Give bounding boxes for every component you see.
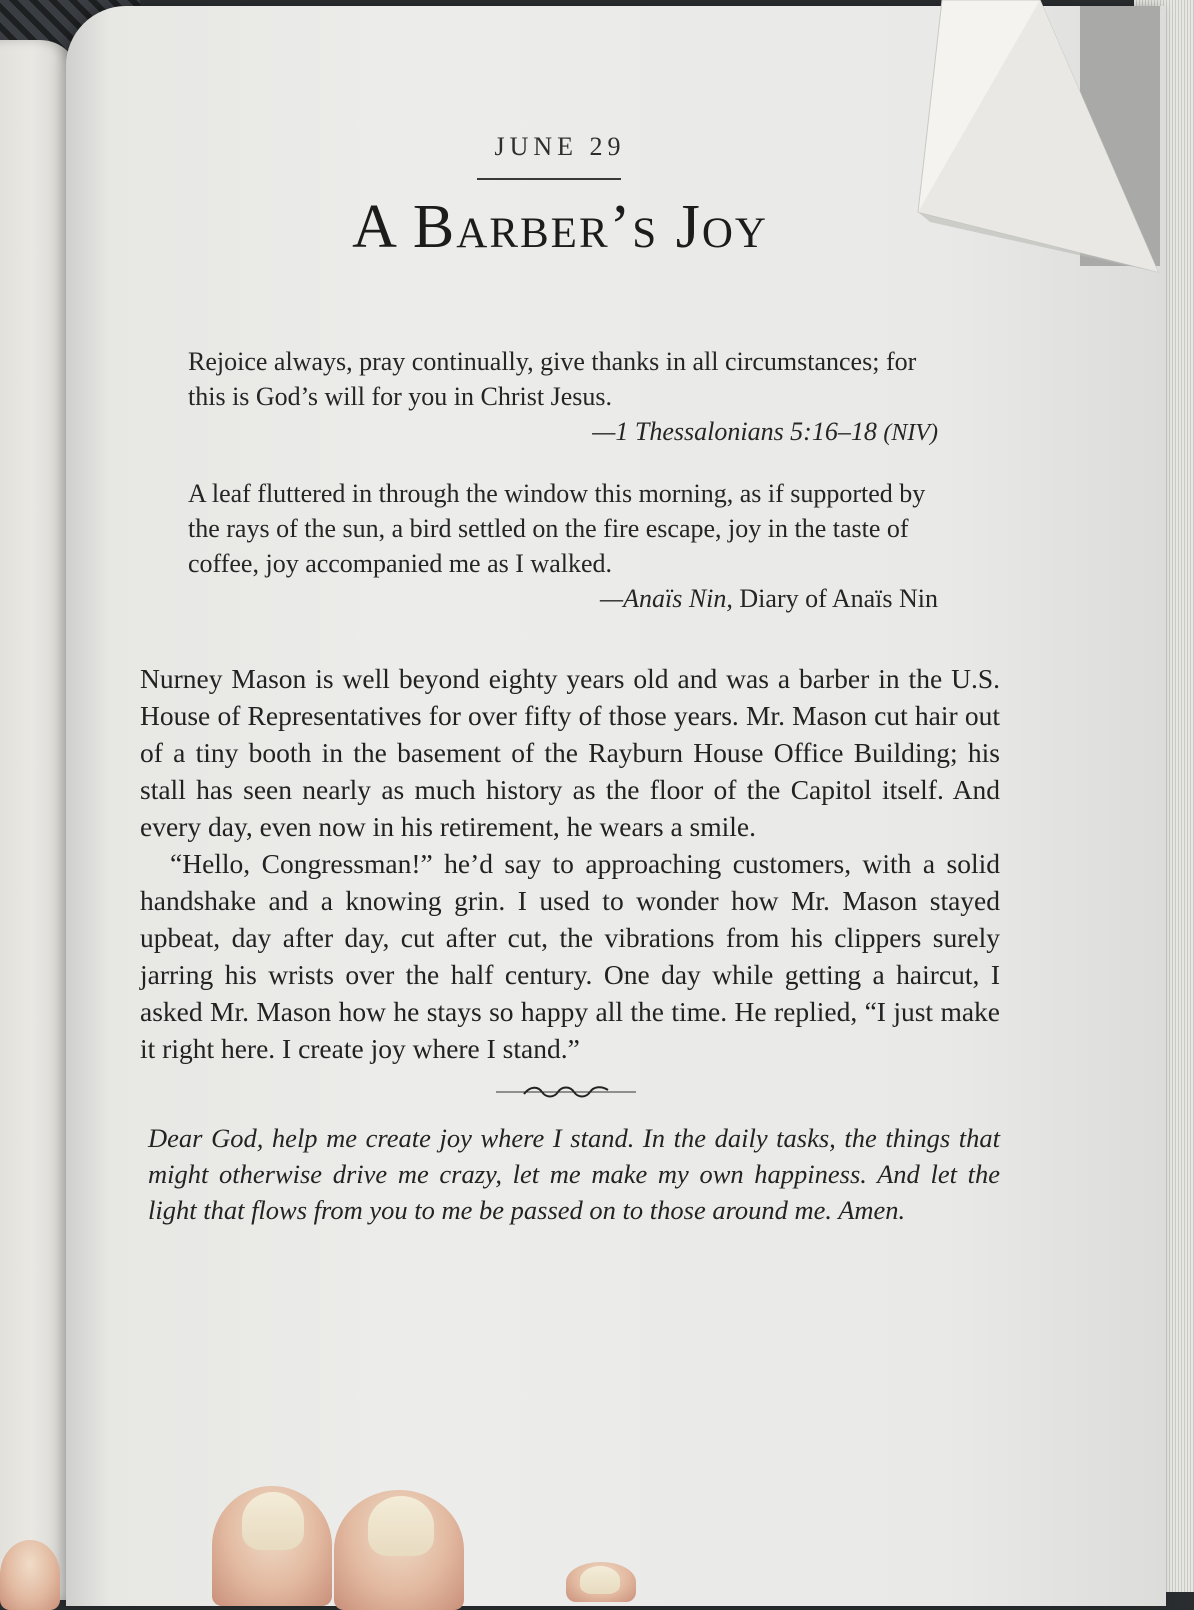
literary-quote: A leaf fluttered in through the window this morning, as if supported by the rays of the sun, a bird settled on the fire escape, joy in the taste of coffee, joy accompanied me as I walked. [188,479,926,578]
quote-author: —Anaïs Nin, [599,584,733,613]
closing-prayer: Dear God, help me create joy where I stand. In the daily tasks, the things that might otherwise drive me crazy, let me make my own happiness. And let the light that flows from you to me be passed on to those around me. Amen. [148,1123,1000,1225]
fingernail [242,1492,304,1550]
page-gutter-shadow [1080,6,1160,266]
entry-title: A Barber’s Joy [352,193,768,261]
finger [334,1490,464,1610]
scripture-epigraph [188,344,938,451]
story-body [140,660,1000,1067]
scripture-reference: —1 Thessalonians 5:16–18 [592,417,884,446]
finger [212,1486,332,1606]
section-ornament [496,1082,636,1102]
scripture-attribution [188,414,938,451]
fingernail [580,1566,620,1594]
story-paragraph: “Hello, Congressman!” he’d say to approaching customers, with a solid handshake and a knowing grin. I used to wonder how Mr. Mason stayed upbeat, day after day, cut after cut, the vibrations from his clippers surely jarring his wrists over the half century. One day while getting a haircut, I asked Mr. Mason how he stays so happy all the time. He replied, “I just make it right here. I create joy where I stand.” [140,848,1000,1064]
quote-source: Diary of Anaïs Nin [732,584,938,613]
entry-date: JUNE 29 [494,132,626,161]
literary-attribution [188,581,938,616]
date-divider [477,178,621,180]
finger [566,1562,636,1602]
story-paragraph: Nurney Mason is well beyond eighty years old and was a barber in the U.S. House of Representatives for over fifty of those years. Mr. Mason cut hair out of a tiny booth in the basement of the Rayburn House Office Building; his stall has seen nearly as much history as the floor of the Capitol itself. And every day, even now in his retirement, he wears a smile. [140,663,1000,842]
scripture-quote: Rejoice always, pray continually, give thanks in all circumstances; for this is God’s will for you in Christ Jesus. [188,347,917,411]
bible-version: (NIV) [883,420,938,446]
fingernail [368,1496,434,1556]
literary-epigraph [188,476,938,616]
finger [0,1540,60,1610]
